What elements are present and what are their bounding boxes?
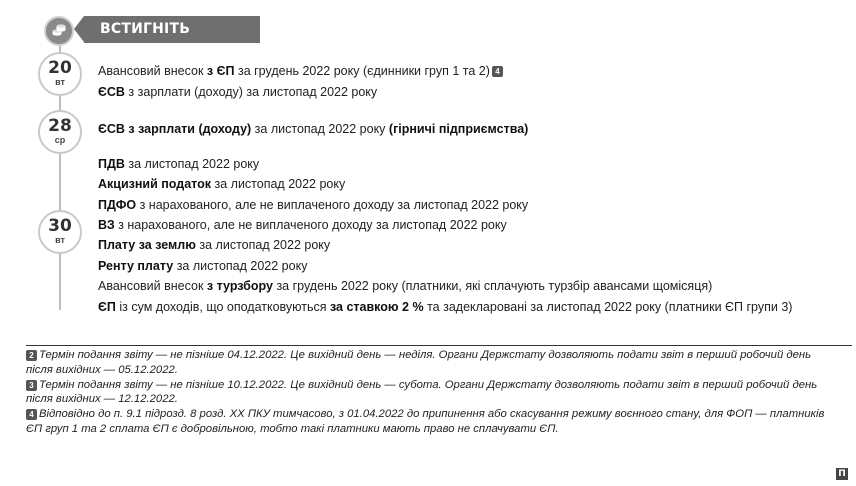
payment-entry-excise: Акцизний податок за листопад 2022 року	[98, 177, 346, 191]
payment-entry-rent: Ренту плату за листопад 2022 року	[98, 259, 308, 273]
footnote-item: 2 Термін подання звіту — не пізніше 04.12.2022. Це вихідний день — неділя. Органи Держстату дозволяють подати звіт в перший робочий день після вихідних — 05.12.2022.	[26, 349, 812, 376]
footnotes	[26, 348, 836, 437]
footnote-divider	[26, 345, 852, 346]
date-badge-30	[38, 210, 82, 254]
footnote-number-badge: 4	[26, 409, 37, 420]
page-marker-icon: П	[836, 468, 848, 480]
section-title: ВСТИГНІТЬ СПЛАТИТИ	[84, 16, 260, 43]
footnote-number-badge: 2	[26, 350, 37, 361]
footnote-ref-badge: 4	[492, 66, 503, 77]
date-number: 30	[48, 216, 72, 236]
footnote-number-badge: 3	[26, 380, 37, 391]
date-weekday: ср	[54, 135, 66, 145]
date-number: 28	[48, 116, 72, 136]
payment-entry-vat: ПДВ за листопад 2022 року	[98, 157, 260, 171]
date-number: 20	[48, 58, 72, 78]
payment-entry-ep-advance: Авансовий внесок з ЄП за грудень 2022 року (єдинники груп 1 та 2) 4	[98, 63, 503, 79]
coins-icon	[44, 16, 74, 46]
date-badge-20	[38, 52, 82, 96]
date-weekday: вт	[55, 77, 65, 87]
payment-entry-tourist-fee: Авансовий внесок з турзбору за грудень 2022 року (платники, які сплачують турзбір авансами щомісяця)	[98, 279, 713, 293]
footnote-item: 3 Термін подання звіту — не пізніше 10.12.2022. Це вихідний день — субота. Органи Держстату дозволяють подати звіт в перший робочий день після вихідних — 12.12.2022.	[26, 378, 818, 405]
payment-entry-ep-group3: ЄП із сум доходів, що оподатковуються за ставкою 2 % та задекларовані за листопад 2022 року (платники ЄП групи 3)	[98, 300, 793, 314]
date-weekday: вт	[55, 235, 65, 245]
footnote-item: 4 Відповідно до п. 9.1 підрозд. 8 розд. XX ПКУ тимчасово, з 01.04.2022 до припинення або скасування режиму воєнного стану, для ФОП — платників ЄП груп 1 та 2 сплата ЄП є добровільною, тобто такі платники мають право не сплачувати ЄП.	[26, 408, 825, 435]
date-badge-28	[38, 110, 82, 154]
payment-entry-pdfo: ПДФО з нарахованого, але не виплаченого доходу за листопад 2022 року	[98, 198, 529, 212]
payment-entry-vz: ВЗ з нарахованого, але не виплаченого доходу за листопад 2022 року	[98, 218, 507, 232]
payment-entry-esv-mining: ЄСВ з зарплати (доходу) за листопад 2022 року (гірничі підприємства)	[98, 122, 529, 136]
payment-entry-land: Плату за землю за листопад 2022 року	[98, 238, 331, 252]
coins-icon-graphic	[51, 23, 67, 39]
payment-entry-esv: ЄСВ з зарплати (доходу) за листопад 2022 року	[98, 85, 378, 99]
